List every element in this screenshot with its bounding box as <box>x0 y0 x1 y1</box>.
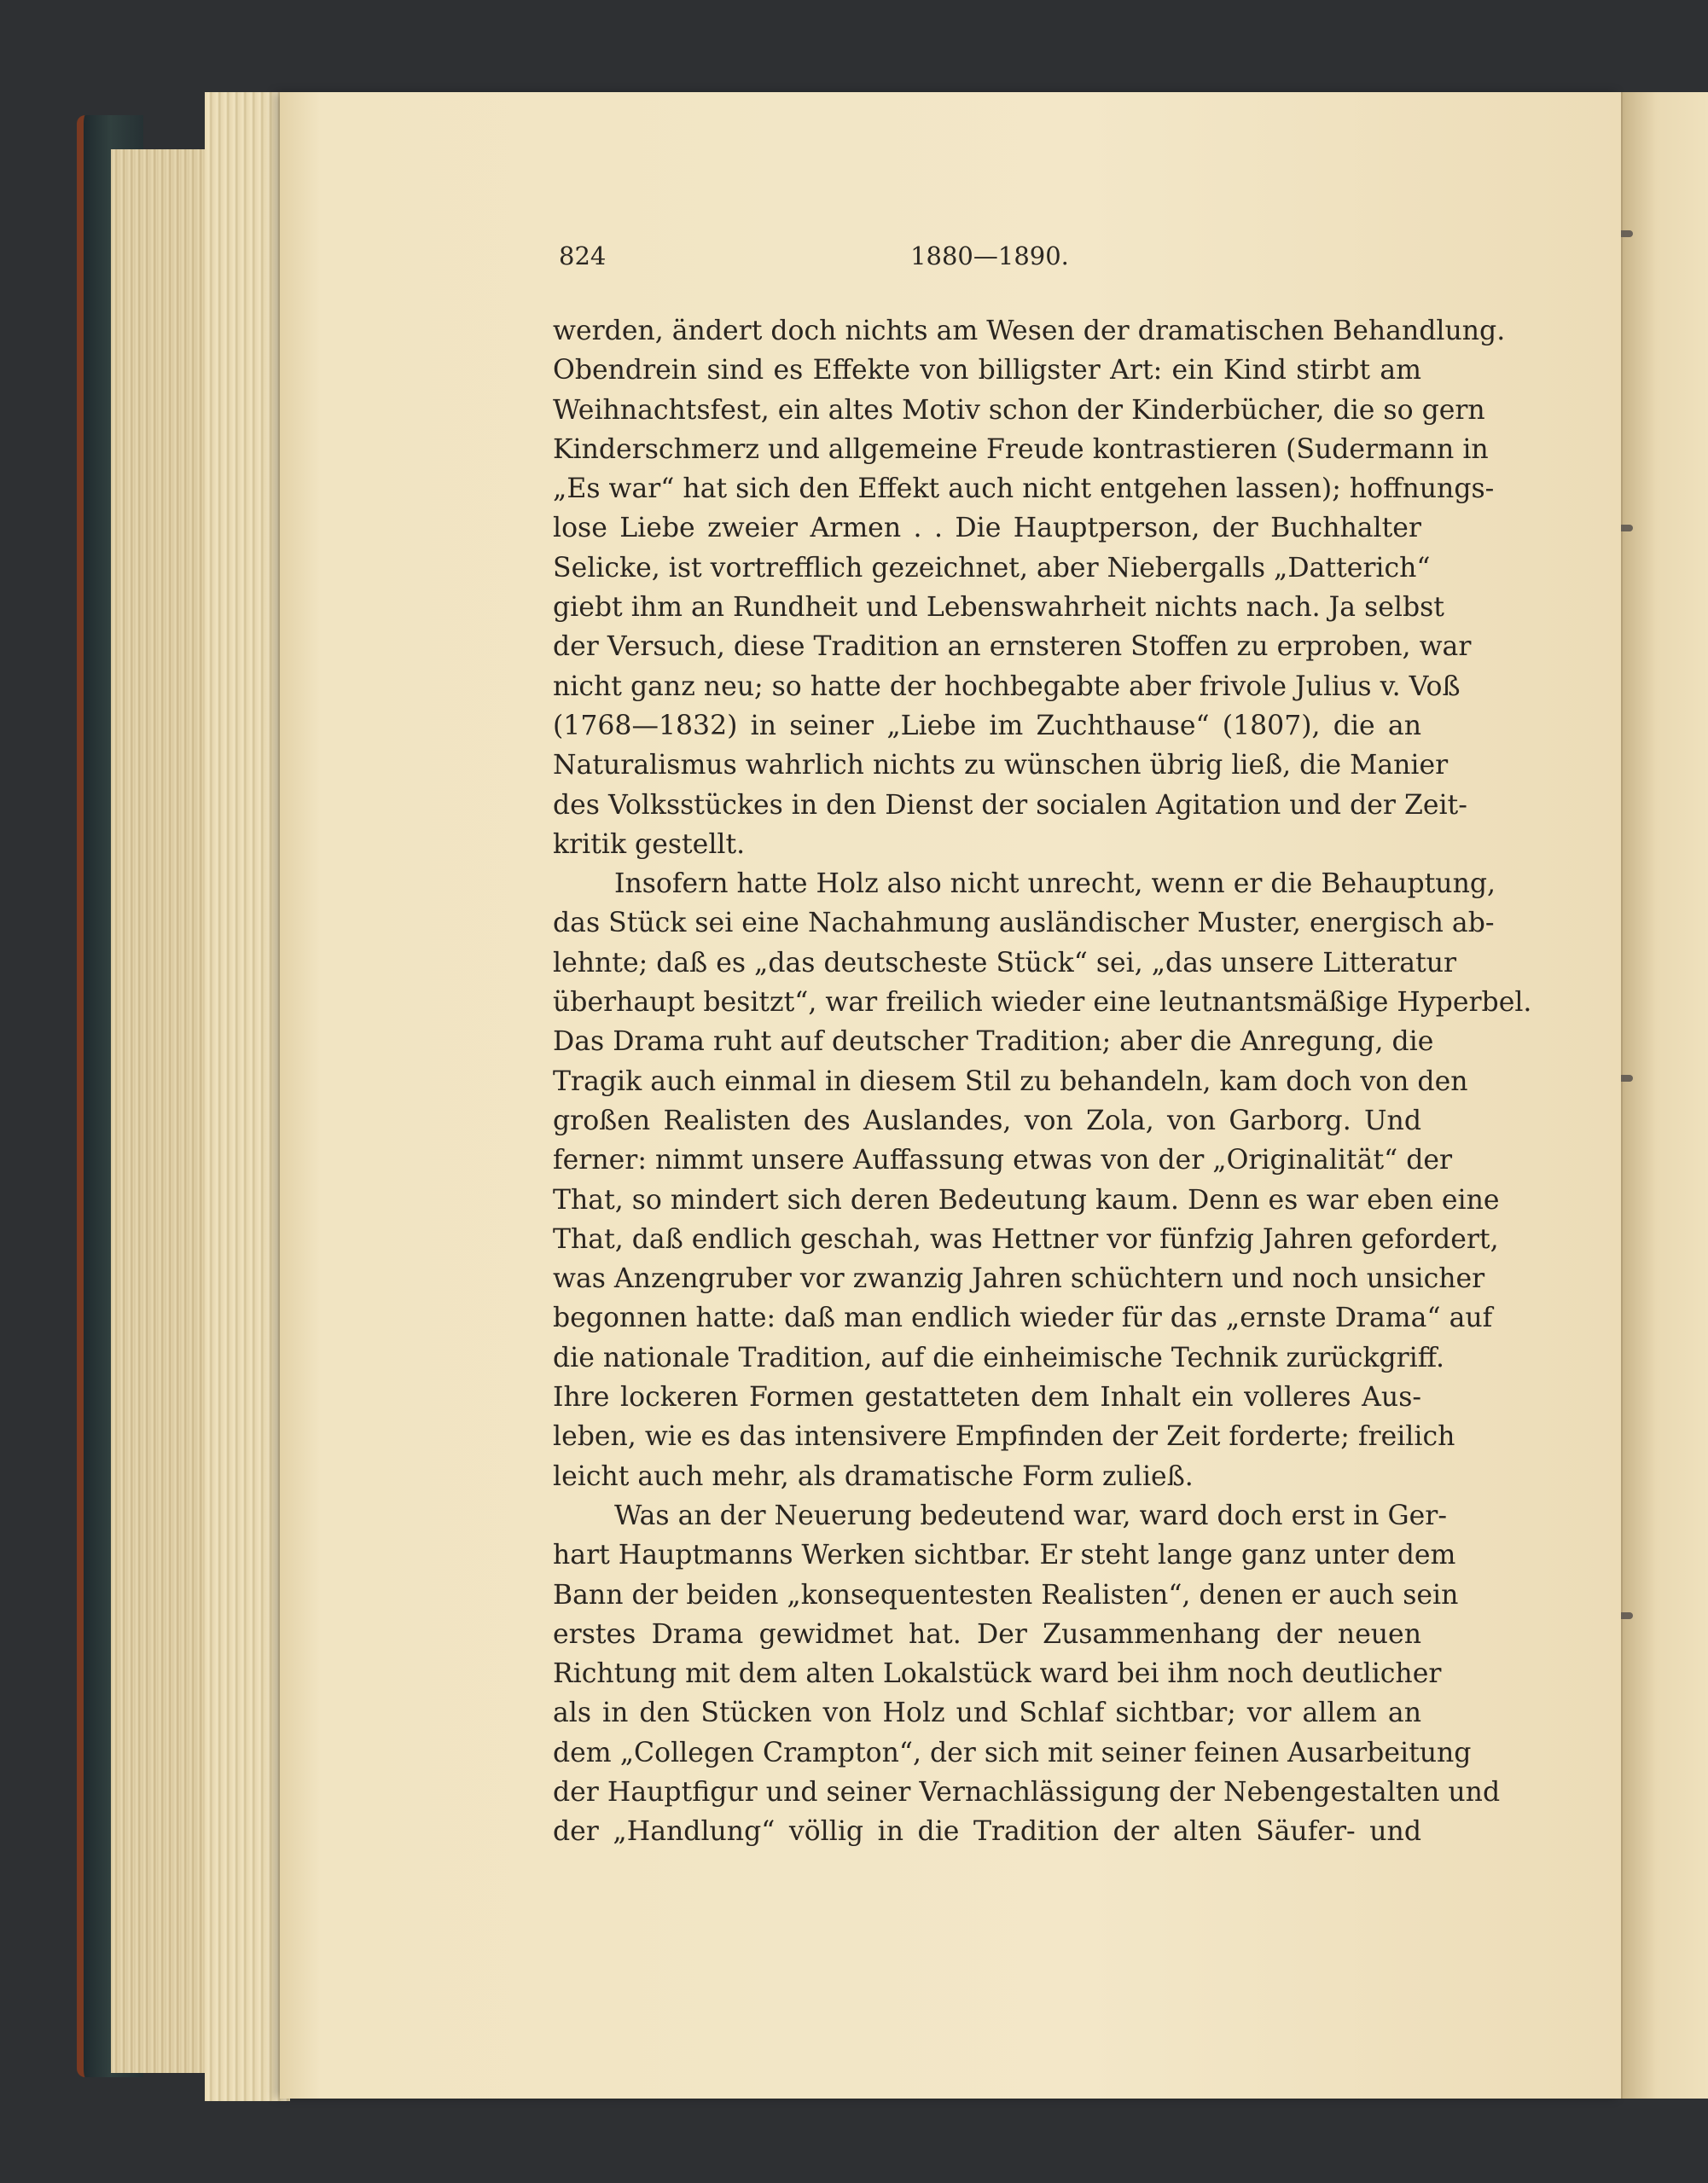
text-line: erstes Drama gewidmet hat. Der Zusammenhang der neuen <box>553 1618 1421 1650</box>
text-line: nicht ganz neu; so hatte der hochbegabte aber frivole Julius v. Voß <box>553 671 1461 702</box>
text-line: kritik gestellt. <box>553 828 746 860</box>
text-line: der „Handlung“ völlig in die Tradition der alten Säufer- und <box>553 1816 1421 1848</box>
text-line: als in den Stücken von Holz und Schlaf sichtbar; vor allem an <box>553 1698 1421 1729</box>
text-line: der Hauptfigur und seiner Vernachlässigung der Nebengestalten und <box>553 1776 1501 1808</box>
text-line: begonnen hatte: daß man endlich wieder für das „ernste Drama“ auf <box>553 1303 1493 1334</box>
text-line: Das Drama ruht auf deutscher Tradition; aber die Anregung, die <box>553 1026 1434 1058</box>
text-line: Insofern hatte Holz also nicht unrecht, wenn er die Behauptung, <box>614 868 1496 900</box>
text-line: giebt ihm an Rundheit und Lebenswahrheit nichts nach. Ja selbst <box>553 592 1444 624</box>
text-line: großen Realisten des Auslandes, von Zola, von Garborg. Und <box>553 1105 1421 1136</box>
text-line: leicht auch mehr, als dramatische Form zuließ. <box>553 1460 1194 1492</box>
text-line: ferner: nimmt unsere Auffassung etwas von der „Originalität“ der <box>553 1145 1453 1176</box>
text-line: Bann der beiden „konsequentesten Realisten“, denen er auch sein <box>553 1579 1459 1611</box>
text-line: lehnte; daß es „das deutscheste Stück“ sei, „das unsere Litteratur <box>553 947 1457 978</box>
text-line: werden, ändert doch nichts am Wesen der dramatischen Behandlung. <box>553 316 1506 346</box>
text-line: That, so mindert sich deren Bedeutung kaum. Denn es war eben eine <box>553 1184 1500 1216</box>
text-line: Kinderschmerz und allgemeine Freude kontrastieren (Sudermann in <box>553 433 1489 465</box>
page-edges-inner <box>205 92 290 2101</box>
page-number: 824 <box>559 241 607 270</box>
text-line: „Es war“ hat sich den Effekt auch nicht entgehen lassen); hoffnungs- <box>553 473 1495 505</box>
body-text <box>553 311 1532 1852</box>
text-line: Selicke, ist vortrefflich gezeichnet, aber Niebergalls „Datterich“ <box>553 552 1431 583</box>
text-line: Weihnachtsfest, ein altes Motiv schon der Kinderbücher, die so gern <box>553 394 1485 426</box>
text-line: Naturalismus wahrlich nichts zu wünschen übrig ließ, die Manier <box>553 750 1449 781</box>
text-line: That, daß endlich geschah, was Hettner vor fünfzig Jahren gefordert, <box>553 1223 1499 1255</box>
text-line: das Stück sei eine Nachahmung ausländischer Muster, energisch ab- <box>553 908 1495 939</box>
text-line: Was an der Neuerung bedeutend war, ward doch erst in Ger- <box>614 1500 1447 1531</box>
text-line: hart Hauptmanns Werken sichtbar. Er steht lange ganz unter dem <box>553 1540 1456 1571</box>
text-line: der Versuch, diese Tradition an ernsteren Stoffen zu erproben, war <box>553 631 1472 663</box>
text-line: leben, wie es das intensivere Empfinden der Zeit forderte; freilich <box>553 1421 1455 1453</box>
text-line: Richtung mit dem alten Lokalstück ward bei ihm noch deutlicher <box>553 1658 1442 1690</box>
text-line: die nationale Tradition, auf die einheimische Technik zurückgriff. <box>553 1342 1445 1373</box>
text-line: was Anzengruber vor zwanzig Jahren schüchtern und noch unsicher <box>553 1263 1485 1295</box>
text-line: lose Liebe zweier Armen . . Die Hauptperson, der Buchhalter <box>553 513 1421 544</box>
running-head <box>559 241 1420 279</box>
text-line: überhaupt besitzt“, war freilich wieder eine leutnantsmäßige Hyperbel. <box>553 987 1532 1019</box>
text-line: (1768—1832) in seiner „Liebe im Zuchthause“ (1807), die an <box>553 710 1421 741</box>
header-title: 1880—1890. <box>910 241 1069 270</box>
text-line: Ihre lockeren Formen gestatteten dem Inhalt ein volleres Aus- <box>553 1382 1421 1414</box>
text-line: Obendrein sind es Effekte von billigster Art: ein Kind stirbt am <box>553 355 1421 386</box>
facing-page-edge <box>1621 92 1708 2099</box>
text-line: Tragik auch einmal in diesem Stil zu behandeln, kam doch von den <box>553 1065 1468 1097</box>
text-line: dem „Collegen Crampton“, der sich mit seiner feinen Ausarbeitung <box>553 1737 1472 1768</box>
text-line: des Volksstückes in den Dienst der socialen Agitation und der Zeit- <box>553 789 1467 821</box>
